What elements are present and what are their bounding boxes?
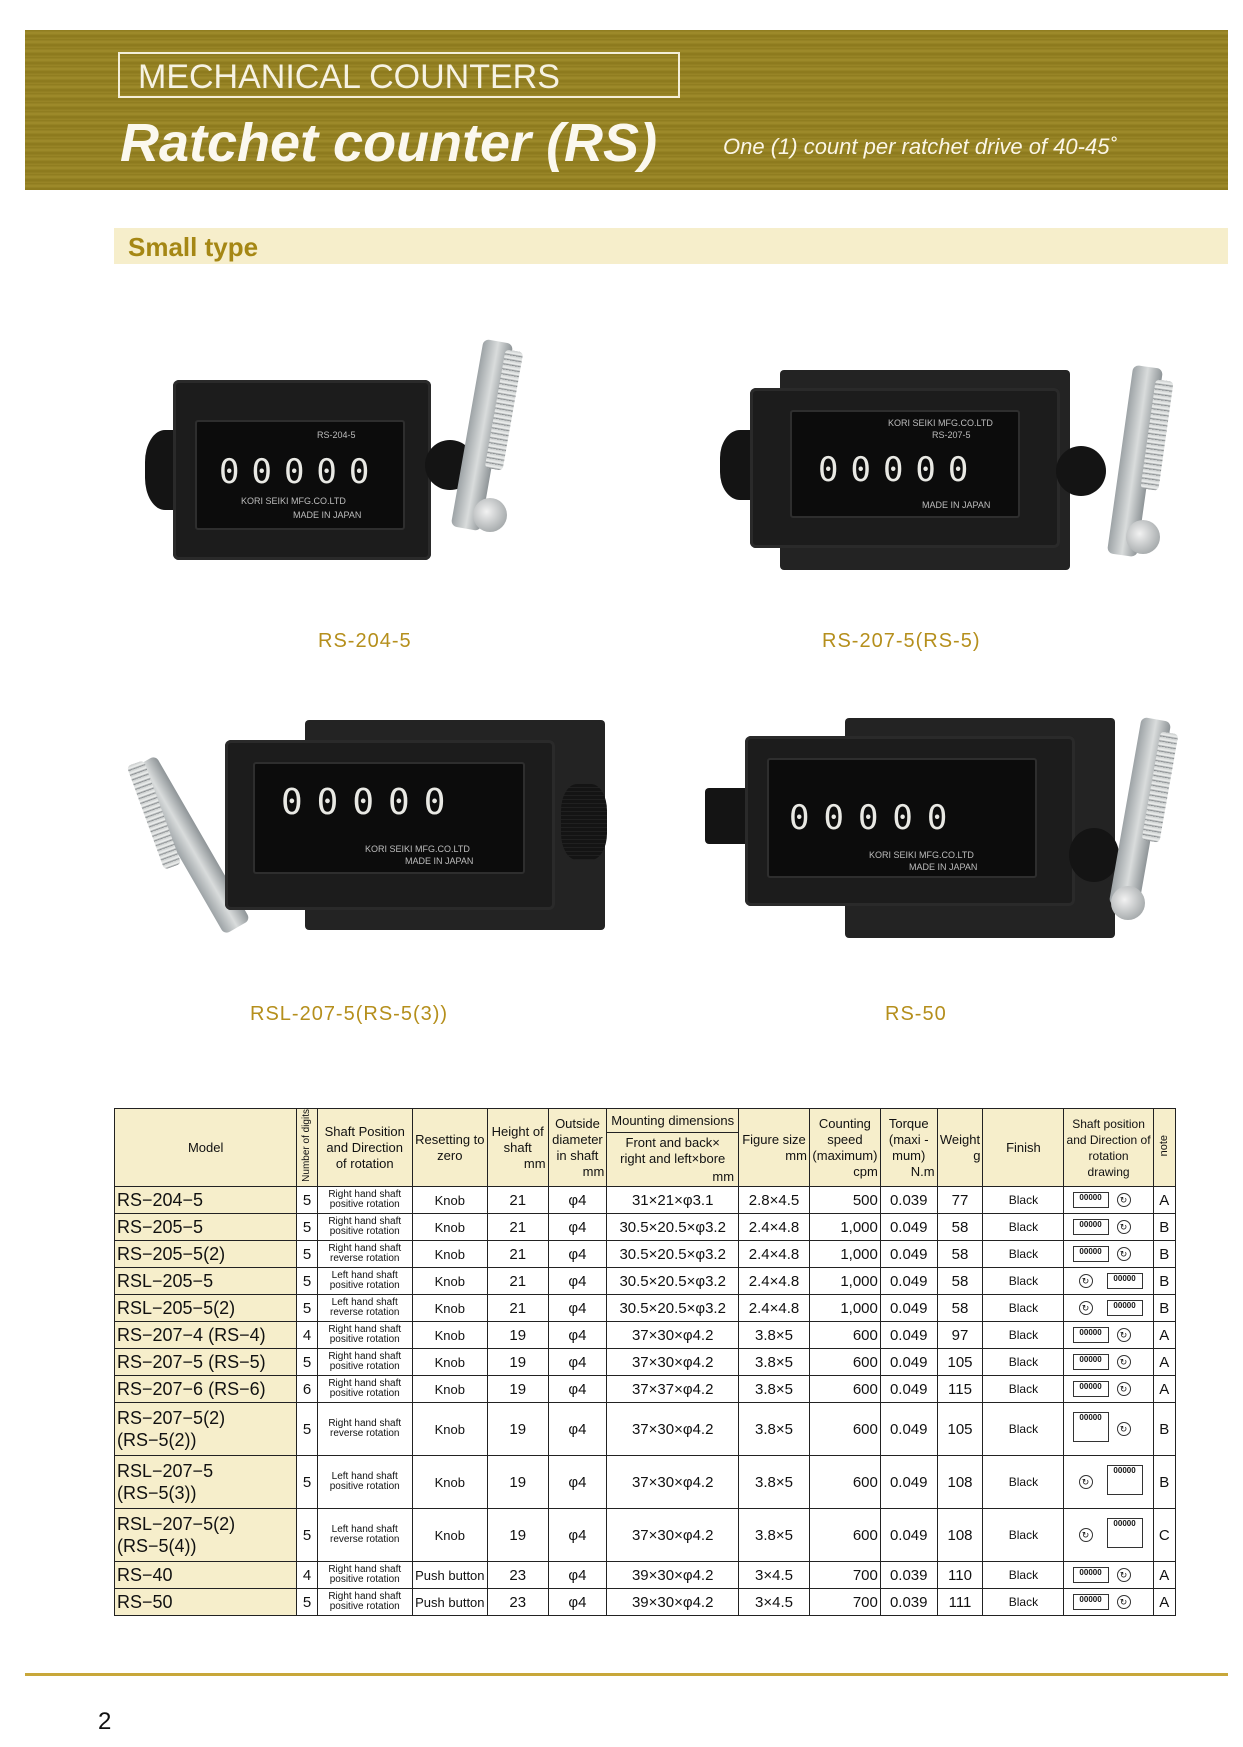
cell-digits: 5 xyxy=(297,1214,317,1241)
cell-height: 19 xyxy=(487,1376,548,1403)
cell-model: RSL−205−5 xyxy=(115,1268,297,1295)
cell-note: C xyxy=(1153,1509,1175,1562)
cell-figure: 2.8×4.5 xyxy=(739,1187,810,1214)
rotation-arrow-icon: ↻ xyxy=(1117,1568,1131,1582)
cell-reset: Knob xyxy=(412,1322,487,1349)
cell-speed: 600 xyxy=(809,1376,880,1403)
cell-diameter: φ4 xyxy=(548,1214,607,1241)
cell-note: A xyxy=(1153,1562,1175,1589)
rotation-arrow-icon: ↻ xyxy=(1079,1528,1093,1542)
cell-torque: 0.049 xyxy=(880,1241,937,1268)
spec-table xyxy=(114,1108,1176,1616)
counter-drawing-icon: 00000 xyxy=(1107,1518,1143,1548)
col-finish: Finish xyxy=(983,1109,1064,1187)
cell-height: 19 xyxy=(487,1349,548,1376)
table-row xyxy=(115,1295,1176,1322)
cell-weight: 115 xyxy=(937,1376,983,1403)
col-diameter: Outside diameter in shaft mm xyxy=(548,1109,607,1187)
rotation-arrow-icon: ↻ xyxy=(1079,1301,1093,1315)
col-speed: Counting speed (maximum) cpm xyxy=(809,1109,880,1187)
cell-speed: 1,000 xyxy=(809,1268,880,1295)
cell-diameter: φ4 xyxy=(548,1295,607,1322)
col-reset: Resetting to zero xyxy=(412,1109,487,1187)
cell-weight: 58 xyxy=(937,1214,983,1241)
counter-drawing-icon: 00000 xyxy=(1073,1567,1109,1583)
shaft-drawing-icon xyxy=(1064,1562,1153,1589)
product-photo-rs-207-5 xyxy=(720,370,1180,600)
footer-rule xyxy=(25,1673,1228,1676)
photo-caption-3: RSL-207-5(RS-5(3)) xyxy=(250,1003,449,1025)
cell-digits: 5 xyxy=(297,1187,317,1214)
page-number: 2 xyxy=(98,1708,112,1735)
counter-drawing-icon: 00000 xyxy=(1073,1381,1109,1397)
cell-digits: 5 xyxy=(297,1241,317,1268)
counter-drawing-icon: 00000 xyxy=(1073,1412,1109,1442)
shaft-drawing-icon xyxy=(1064,1268,1153,1295)
cell-reset: Knob xyxy=(412,1187,487,1214)
shaft-drawing-icon xyxy=(1064,1295,1153,1322)
cell-model: RS−207−4 (RS−4) xyxy=(115,1322,297,1349)
cell-digits: 5 xyxy=(297,1589,317,1616)
rotation-arrow-icon: ↻ xyxy=(1117,1193,1131,1207)
counter-display: 00000 xyxy=(281,782,460,823)
cell-finish: Black xyxy=(983,1562,1064,1589)
cell-height: 23 xyxy=(487,1562,548,1589)
cell-mounting: 30.5×20.5×φ3.2 xyxy=(607,1268,739,1295)
cell-mounting: 37×37×φ4.2 xyxy=(607,1376,739,1403)
shaft-drawing-icon xyxy=(1064,1349,1153,1376)
cell-figure: 2.4×4.8 xyxy=(739,1214,810,1241)
cell-mounting: 37×30×φ4.2 xyxy=(607,1322,739,1349)
cell-torque: 0.049 xyxy=(880,1403,937,1456)
cell-note: A xyxy=(1153,1322,1175,1349)
cell-reset: Push button xyxy=(412,1589,487,1616)
cell-reset: Knob xyxy=(412,1509,487,1562)
cell-diameter: φ4 xyxy=(548,1589,607,1616)
cell-torque: 0.049 xyxy=(880,1349,937,1376)
counter-window xyxy=(253,762,525,874)
origin-label: MADE IN JAPAN xyxy=(909,862,978,872)
maker-label: KORI SEIKI MFG.CO.LTD xyxy=(241,496,346,506)
cell-finish: Black xyxy=(983,1509,1064,1562)
table-row xyxy=(115,1456,1176,1509)
cell-torque: 0.049 xyxy=(880,1509,937,1562)
col-model: Model xyxy=(115,1109,297,1187)
cell-height: 21 xyxy=(487,1187,548,1214)
cell-note: A xyxy=(1153,1589,1175,1616)
rotation-arrow-icon: ↻ xyxy=(1117,1328,1131,1342)
lever-screw xyxy=(473,498,507,532)
cell-digits: 5 xyxy=(297,1268,317,1295)
cell-diameter: φ4 xyxy=(548,1241,607,1268)
cell-reset: Knob xyxy=(412,1268,487,1295)
rotation-arrow-icon: ↻ xyxy=(1079,1274,1093,1288)
cell-torque: 0.049 xyxy=(880,1295,937,1322)
cell-reset: Knob xyxy=(412,1403,487,1456)
cell-figure: 3×4.5 xyxy=(739,1589,810,1616)
cell-reset: Knob xyxy=(412,1214,487,1241)
cell-speed: 700 xyxy=(809,1589,880,1616)
counter-display: 00000 xyxy=(219,452,382,492)
shaft-drawing-icon xyxy=(1064,1589,1153,1616)
cell-model: RSL−207−5(2) (RS−5(4)) xyxy=(115,1509,297,1562)
maker-label: KORI SEIKI MFG.CO.LTD xyxy=(888,418,993,428)
cell-reset: Knob xyxy=(412,1376,487,1403)
shaft-drawing-icon xyxy=(1064,1241,1153,1268)
cell-speed: 600 xyxy=(809,1509,880,1562)
cell-shaft: Right hand shaft positive rotation xyxy=(317,1349,412,1376)
cell-figure: 3.8×5 xyxy=(739,1509,810,1562)
cell-shaft: Right hand shaft reverse rotation xyxy=(317,1241,412,1268)
table-row xyxy=(115,1376,1176,1403)
cell-height: 19 xyxy=(487,1456,548,1509)
cell-torque: 0.039 xyxy=(880,1187,937,1214)
cell-finish: Black xyxy=(983,1589,1064,1616)
cell-mounting: 30.5×20.5×φ3.2 xyxy=(607,1295,739,1322)
cell-figure: 2.4×4.8 xyxy=(739,1241,810,1268)
photo-caption-1: RS-204-5 xyxy=(318,630,412,652)
origin-label: MADE IN JAPAN xyxy=(922,500,991,510)
cell-mounting: 37×30×φ4.2 xyxy=(607,1349,739,1376)
cell-figure: 2.4×4.8 xyxy=(739,1295,810,1322)
cell-digits: 5 xyxy=(297,1349,317,1376)
counter-drawing-icon: 00000 xyxy=(1073,1594,1109,1610)
cell-diameter: φ4 xyxy=(548,1268,607,1295)
col-torque: Torque (maxi -mum) N.m xyxy=(880,1109,937,1187)
counter-window xyxy=(790,410,1020,518)
photo-caption-4: RS-50 xyxy=(885,1003,947,1025)
cell-reset: Knob xyxy=(412,1295,487,1322)
cell-diameter: φ4 xyxy=(548,1562,607,1589)
cell-digits: 5 xyxy=(297,1403,317,1456)
cell-note: A xyxy=(1153,1349,1175,1376)
cell-weight: 77 xyxy=(937,1187,983,1214)
maker-label: KORI SEIKI MFG.CO.LTD xyxy=(869,850,974,860)
cell-shaft: Right hand shaft positive rotation xyxy=(317,1187,412,1214)
cell-height: 21 xyxy=(487,1295,548,1322)
table-row xyxy=(115,1241,1176,1268)
cell-figure: 3.8×5 xyxy=(739,1456,810,1509)
cell-shaft: Right hand shaft positive rotation xyxy=(317,1589,412,1616)
cell-shaft: Right hand shaft positive rotation xyxy=(317,1214,412,1241)
col-shaft: Shaft Position and Direction of rotation xyxy=(317,1109,412,1187)
cell-figure: 2.4×4.8 xyxy=(739,1268,810,1295)
cell-model: RS−50 xyxy=(115,1589,297,1616)
table-row xyxy=(115,1268,1176,1295)
model-label: RS-204-5 xyxy=(317,430,356,440)
cell-note: B xyxy=(1153,1241,1175,1268)
table-row xyxy=(115,1349,1176,1376)
counter-drawing-icon: 00000 xyxy=(1073,1219,1109,1235)
cell-reset: Knob xyxy=(412,1349,487,1376)
cell-height: 23 xyxy=(487,1589,548,1616)
cell-figure: 3.8×5 xyxy=(739,1349,810,1376)
cell-mounting: 30.5×20.5×φ3.2 xyxy=(607,1214,739,1241)
shaft-drawing-icon xyxy=(1064,1509,1153,1562)
cell-weight: 58 xyxy=(937,1295,983,1322)
cell-mounting: 37×30×φ4.2 xyxy=(607,1403,739,1456)
cell-weight: 111 xyxy=(937,1589,983,1616)
maker-label: KORI SEIKI MFG.CO.LTD xyxy=(365,844,470,854)
cell-diameter: φ4 xyxy=(548,1349,607,1376)
cell-model: RS−40 xyxy=(115,1562,297,1589)
cell-model: RS−205−5(2) xyxy=(115,1241,297,1268)
cell-finish: Black xyxy=(983,1295,1064,1322)
cell-torque: 0.039 xyxy=(880,1589,937,1616)
col-mounting: Mounting dimensions Front and back× right and left×bore mm xyxy=(607,1109,739,1187)
cell-diameter: φ4 xyxy=(548,1187,607,1214)
cell-finish: Black xyxy=(983,1241,1064,1268)
reset-knob xyxy=(561,784,607,860)
model-label: RS-207-5 xyxy=(932,430,971,440)
cell-model: RS−207−5 (RS−5) xyxy=(115,1349,297,1376)
ratchet-hub xyxy=(1069,828,1119,882)
cell-figure: 3.8×5 xyxy=(739,1403,810,1456)
cell-note: A xyxy=(1153,1376,1175,1403)
cell-reset: Knob xyxy=(412,1241,487,1268)
table-row xyxy=(115,1509,1176,1562)
cell-speed: 500 xyxy=(809,1187,880,1214)
shaft-drawing-icon xyxy=(1064,1456,1153,1509)
rotation-arrow-icon: ↻ xyxy=(1117,1422,1131,1436)
page-title: Ratchet counter (RS) xyxy=(120,113,658,173)
col-note: note xyxy=(1153,1109,1175,1187)
cell-weight: 105 xyxy=(937,1403,983,1456)
cell-mounting: 39×30×φ4.2 xyxy=(607,1562,739,1589)
counter-drawing-icon: 00000 xyxy=(1073,1327,1109,1343)
origin-label: MADE IN JAPAN xyxy=(405,856,474,866)
shaft-drawing-icon xyxy=(1064,1214,1153,1241)
cell-speed: 600 xyxy=(809,1322,880,1349)
col-drawing: Shaft position and Direction of rotation drawing xyxy=(1064,1109,1153,1187)
rotation-arrow-icon: ↻ xyxy=(1117,1247,1131,1261)
cell-model: RS−204−5 xyxy=(115,1187,297,1214)
lever-screw xyxy=(1111,886,1145,920)
category-box xyxy=(118,52,680,98)
cell-figure: 3.8×5 xyxy=(739,1376,810,1403)
cell-model: RSL−207−5 (RS−5(3)) xyxy=(115,1456,297,1509)
table-row xyxy=(115,1403,1176,1456)
cell-reset: Knob xyxy=(412,1456,487,1509)
rotation-arrow-icon: ↻ xyxy=(1079,1475,1093,1489)
col-height: Height of shaft mm xyxy=(487,1109,548,1187)
cell-finish: Black xyxy=(983,1456,1064,1509)
cell-speed: 1,000 xyxy=(809,1214,880,1241)
product-photo-rs-50 xyxy=(705,718,1185,968)
cell-mounting: 37×30×φ4.2 xyxy=(607,1456,739,1509)
cell-height: 19 xyxy=(487,1322,548,1349)
cell-finish: Black xyxy=(983,1349,1064,1376)
cell-model: RS−205−5 xyxy=(115,1214,297,1241)
cell-digits: 4 xyxy=(297,1562,317,1589)
cell-height: 19 xyxy=(487,1403,548,1456)
shaft-drawing-icon xyxy=(1064,1376,1153,1403)
ratchet-hub xyxy=(1056,446,1106,496)
cell-note: B xyxy=(1153,1456,1175,1509)
cell-mounting: 39×30×φ4.2 xyxy=(607,1589,739,1616)
page-subtitle: One (1) count per ratchet drive of 40-45˚ xyxy=(723,134,1117,159)
table-row xyxy=(115,1322,1176,1349)
counter-drawing-icon: 00000 xyxy=(1107,1465,1143,1495)
cell-torque: 0.049 xyxy=(880,1268,937,1295)
rotation-arrow-icon: ↻ xyxy=(1117,1382,1131,1396)
cell-figure: 3×4.5 xyxy=(739,1562,810,1589)
section-bar xyxy=(114,228,1228,264)
table-row xyxy=(115,1187,1176,1214)
cell-speed: 600 xyxy=(809,1403,880,1456)
cell-torque: 0.049 xyxy=(880,1456,937,1509)
cell-speed: 700 xyxy=(809,1562,880,1589)
cell-model: RS−207−6 (RS−6) xyxy=(115,1376,297,1403)
cell-mounting: 31×21×φ3.1 xyxy=(607,1187,739,1214)
col-figure: Figure size mm xyxy=(739,1109,810,1187)
cell-finish: Black xyxy=(983,1322,1064,1349)
counter-drawing-icon: 00000 xyxy=(1073,1246,1109,1262)
cell-height: 21 xyxy=(487,1214,548,1241)
col-digits: Number of digits xyxy=(297,1109,317,1187)
counter-drawing-icon: 00000 xyxy=(1107,1300,1143,1316)
cell-speed: 600 xyxy=(809,1456,880,1509)
cell-diameter: φ4 xyxy=(548,1456,607,1509)
lever-screw xyxy=(1126,520,1160,554)
cell-shaft: Right hand shaft reverse rotation xyxy=(317,1403,412,1456)
cell-torque: 0.049 xyxy=(880,1322,937,1349)
product-photo-rs-204-5 xyxy=(145,340,525,600)
header-banner xyxy=(25,30,1228,190)
col-weight: Weight g xyxy=(937,1109,983,1187)
counter-window xyxy=(767,758,1037,878)
cell-speed: 1,000 xyxy=(809,1295,880,1322)
cell-shaft: Left hand shaft positive rotation xyxy=(317,1268,412,1295)
counter-drawing-icon: 00000 xyxy=(1073,1354,1109,1370)
shaft-drawing-icon xyxy=(1064,1187,1153,1214)
cell-digits: 5 xyxy=(297,1456,317,1509)
cell-shaft: Left hand shaft positive rotation xyxy=(317,1456,412,1509)
counter-display: 00000 xyxy=(818,450,981,490)
cell-torque: 0.039 xyxy=(880,1562,937,1589)
cell-digits: 6 xyxy=(297,1376,317,1403)
rotation-arrow-icon: ↻ xyxy=(1117,1220,1131,1234)
cell-diameter: φ4 xyxy=(548,1403,607,1456)
cell-weight: 108 xyxy=(937,1509,983,1562)
counter-drawing-icon: 00000 xyxy=(1107,1273,1143,1289)
cell-weight: 105 xyxy=(937,1349,983,1376)
cell-note: B xyxy=(1153,1403,1175,1456)
origin-label: MADE IN JAPAN xyxy=(293,510,362,520)
cell-weight: 108 xyxy=(937,1456,983,1509)
cell-note: B xyxy=(1153,1295,1175,1322)
product-photo-rsl-207-5 xyxy=(135,720,630,960)
cell-weight: 58 xyxy=(937,1241,983,1268)
rotation-arrow-icon: ↻ xyxy=(1117,1355,1131,1369)
cell-weight: 110 xyxy=(937,1562,983,1589)
cell-diameter: φ4 xyxy=(548,1509,607,1562)
shaft-drawing-icon xyxy=(1064,1322,1153,1349)
cell-weight: 97 xyxy=(937,1322,983,1349)
cell-weight: 58 xyxy=(937,1268,983,1295)
cell-finish: Black xyxy=(983,1403,1064,1456)
cell-speed: 1,000 xyxy=(809,1241,880,1268)
cell-shaft: Right hand shaft positive rotation xyxy=(317,1562,412,1589)
shaft-drawing-icon xyxy=(1064,1403,1153,1456)
counter-window xyxy=(195,420,405,530)
category-label: MECHANICAL COUNTERS xyxy=(138,58,560,96)
cell-finish: Black xyxy=(983,1376,1064,1403)
table-row xyxy=(115,1562,1176,1589)
cell-shaft: Left hand shaft reverse rotation xyxy=(317,1295,412,1322)
cell-model: RSL−205−5(2) xyxy=(115,1295,297,1322)
cell-digits: 5 xyxy=(297,1509,317,1562)
cell-torque: 0.049 xyxy=(880,1376,937,1403)
cell-finish: Black xyxy=(983,1187,1064,1214)
photo-caption-2: RS-207-5(RS-5) xyxy=(822,630,981,652)
cell-speed: 600 xyxy=(809,1349,880,1376)
cell-note: B xyxy=(1153,1214,1175,1241)
table-row xyxy=(115,1589,1176,1616)
counter-drawing-icon: 00000 xyxy=(1073,1192,1109,1208)
cell-diameter: φ4 xyxy=(548,1322,607,1349)
table-row xyxy=(115,1214,1176,1241)
cell-height: 21 xyxy=(487,1268,548,1295)
cell-finish: Black xyxy=(983,1214,1064,1241)
cell-height: 19 xyxy=(487,1509,548,1562)
counter-display: 00000 xyxy=(789,798,962,838)
cell-shaft: Right hand shaft positive rotation xyxy=(317,1376,412,1403)
cell-figure: 3.8×5 xyxy=(739,1322,810,1349)
cell-torque: 0.049 xyxy=(880,1214,937,1241)
cell-digits: 5 xyxy=(297,1295,317,1322)
cell-digits: 4 xyxy=(297,1322,317,1349)
cell-reset: Push button xyxy=(412,1562,487,1589)
cell-note: B xyxy=(1153,1268,1175,1295)
cell-shaft: Right hand shaft positive rotation xyxy=(317,1322,412,1349)
cell-diameter: φ4 xyxy=(548,1376,607,1403)
cell-shaft: Left hand shaft reverse rotation xyxy=(317,1509,412,1562)
cell-mounting: 37×30×φ4.2 xyxy=(607,1509,739,1562)
cell-height: 21 xyxy=(487,1241,548,1268)
cell-note: A xyxy=(1153,1187,1175,1214)
cell-finish: Black xyxy=(983,1268,1064,1295)
cell-mounting: 30.5×20.5×φ3.2 xyxy=(607,1241,739,1268)
rotation-arrow-icon: ↻ xyxy=(1117,1595,1131,1609)
section-title: Small type xyxy=(128,232,259,262)
cell-model: RS−207−5(2) (RS−5(2)) xyxy=(115,1403,297,1456)
